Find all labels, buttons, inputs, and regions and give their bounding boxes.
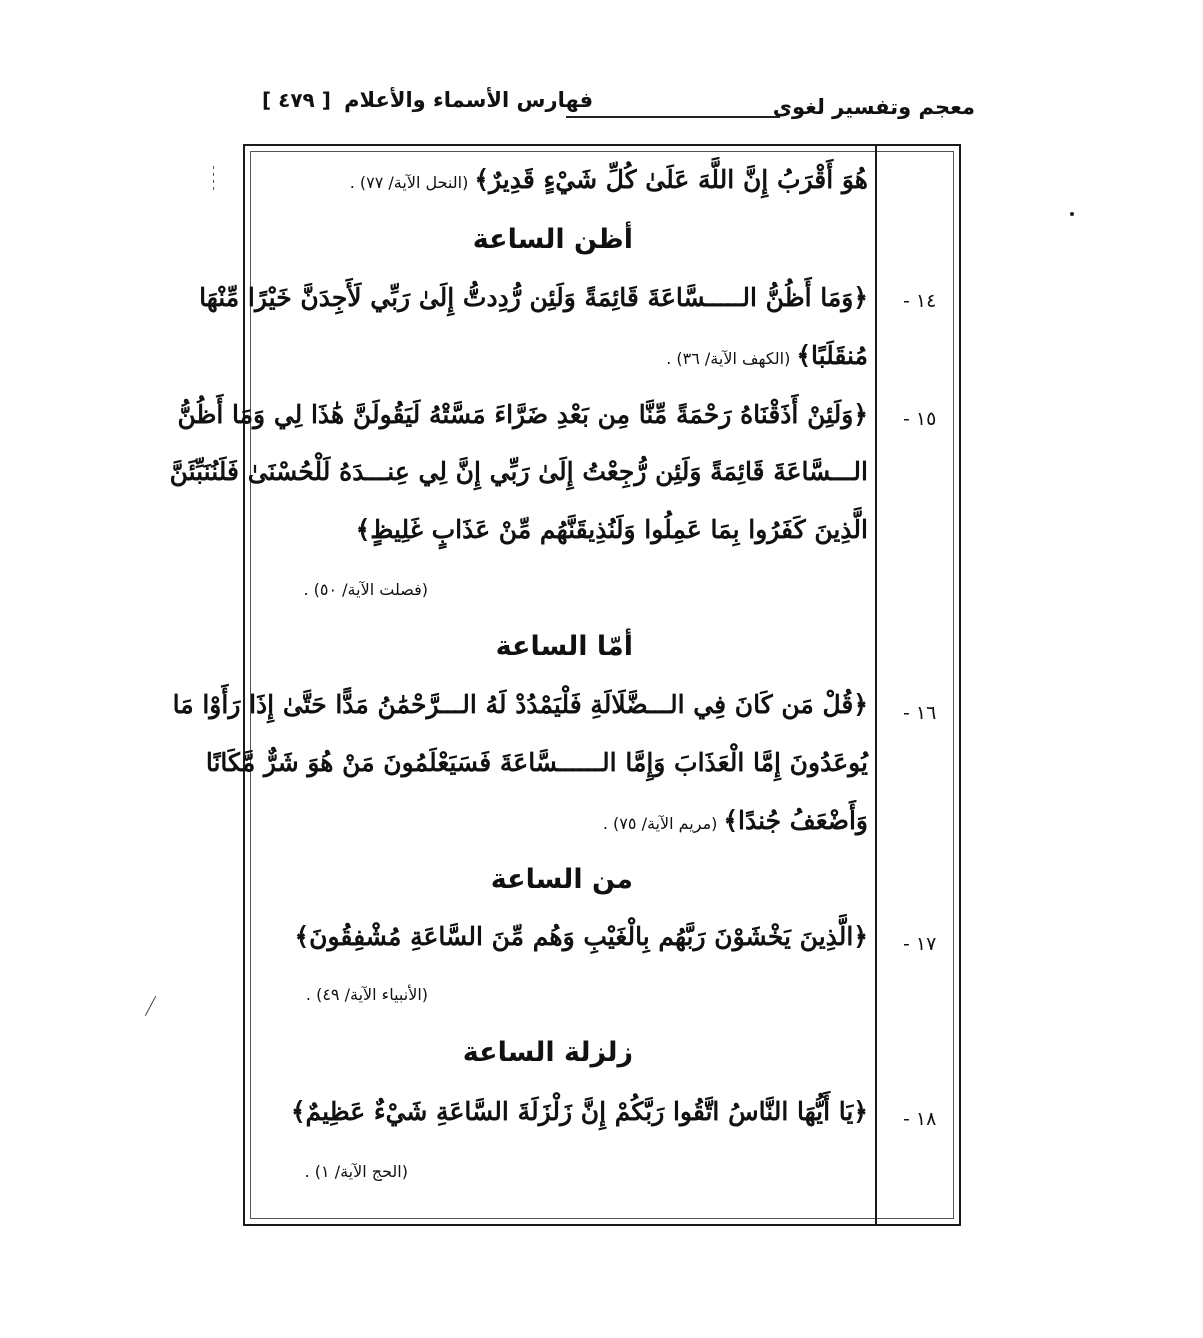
- verse-line: هُوَ أَقْرَبُ إِنَّ اللَّهَ عَلَىٰ كُلِّ شَيْءٍ قَدِيرٌ﴾(النحل الآية/ ٧٧) .: [349, 165, 868, 194]
- entry-number: ١٦ -: [903, 702, 937, 724]
- verse-reference: (النحل الآية/ ٧٧) .: [349, 173, 469, 192]
- verse-line: ﴿وَمَا أَظُنُّ الـــــسَّاعَةَ قَائِمَةً وَلَئِن رُّدِدتُّ إِلَىٰ رَبِّي لَأَجِدَنَّ خَيْرًا مِّنْهَا: [199, 283, 868, 312]
- section-title: أمّا الساعة: [495, 631, 633, 662]
- verse-line: الـــسَّاعَةَ قَائِمَةً وَلَئِن رُّجِعْتُ إِلَىٰ رَبِّي إِنَّ لِي عِنـــدَهُ لَلْحُسْنَىٰ فَلَنُنَبِّئَنَّ: [169, 457, 868, 486]
- verse-line: ﴿الَّذِينَ يَخْشَوْنَ رَبَّهُم بِالْغَيْبِ وَهُم مِّنَ السَّاعَةِ مُشْفِقُونَ﴾: [294, 922, 868, 951]
- number-column-divider: [875, 144, 877, 1226]
- verse-reference: (الحج الآية/ ١) .: [304, 1162, 408, 1181]
- section-title: من الساعة: [490, 864, 633, 895]
- entry-number: ١٤ -: [903, 290, 937, 312]
- verse-reference: (مريم الآية/ ٧٥) .: [602, 814, 718, 833]
- page-number: [ ٤٧٩ ]: [262, 88, 331, 112]
- entry-number: ١٨ -: [903, 1108, 937, 1130]
- verse-line: ﴿وَلَئِنْ أَذَقْنَاهُ رَحْمَةً مِّنَّا مِن بَعْدِ ضَرَّاءَ مَسَّتْهُ لَيَقُولَنَّ هَٰذَا لِي وَمَا أَظُنُّ: [177, 400, 868, 429]
- verse-line: يُوعَدُونَ إِمَّا الْعَذَابَ وَإِمَّا الــــــسَّاعَةَ فَسَيَعْلَمُونَ مَنْ هُوَ شَرٌّ مَّكَانًا: [205, 748, 868, 777]
- verse-reference: (الكهف الآية/ ٣٦) .: [666, 349, 791, 368]
- section-title: أظن الساعة: [472, 224, 633, 255]
- verse-reference: (فصلت الآية/ ٥٠) .: [303, 580, 428, 599]
- entry-number: ١٥ -: [903, 408, 937, 430]
- verse-line: وَأَضْعَفُ جُندًا﴾(مريم الآية/ ٧٥) .: [602, 806, 868, 835]
- scan-speck: [1070, 212, 1074, 216]
- verse-line: ﴿قُلْ مَن كَانَ فِي الـــضَّلَالَةِ فَلْيَمْدُدْ لَهُ الـــرَّحْمَٰنُ مَدًّا حَتَّىٰ إِذَا رَأَوْا مَا: [172, 690, 868, 719]
- book-title: معجم وتفسير لغوى: [772, 95, 975, 119]
- entry-number: ١٧ -: [903, 933, 937, 955]
- scan-mark: [213, 166, 214, 192]
- scan-mark: [145, 996, 156, 1016]
- header-rule: [566, 116, 780, 118]
- index-title: [262, 88, 593, 112]
- verse-reference: (الأنبياء الآية/ ٤٩) .: [305, 985, 428, 1004]
- verse-line: الَّذِينَ كَفَرُوا بِمَا عَمِلُوا وَلَنُذِيقَنَّهُم مِّنْ عَذَابٍ غَلِيظٍ﴾: [355, 515, 868, 544]
- verse-line: مُنقَلَبًا﴾(الكهف الآية/ ٣٦) .: [666, 341, 868, 370]
- section-title: زلزلة الساعة: [462, 1037, 633, 1068]
- verse-line: ﴿يَا أَيُّهَا النَّاسُ اتَّقُوا رَبَّكُمْ إِنَّ زَلْزَلَةَ السَّاعَةِ شَيْءٌ عَظِيمٌ﴾: [290, 1097, 868, 1126]
- index-title-text: فهارس الأسماء والأعلام: [344, 88, 594, 112]
